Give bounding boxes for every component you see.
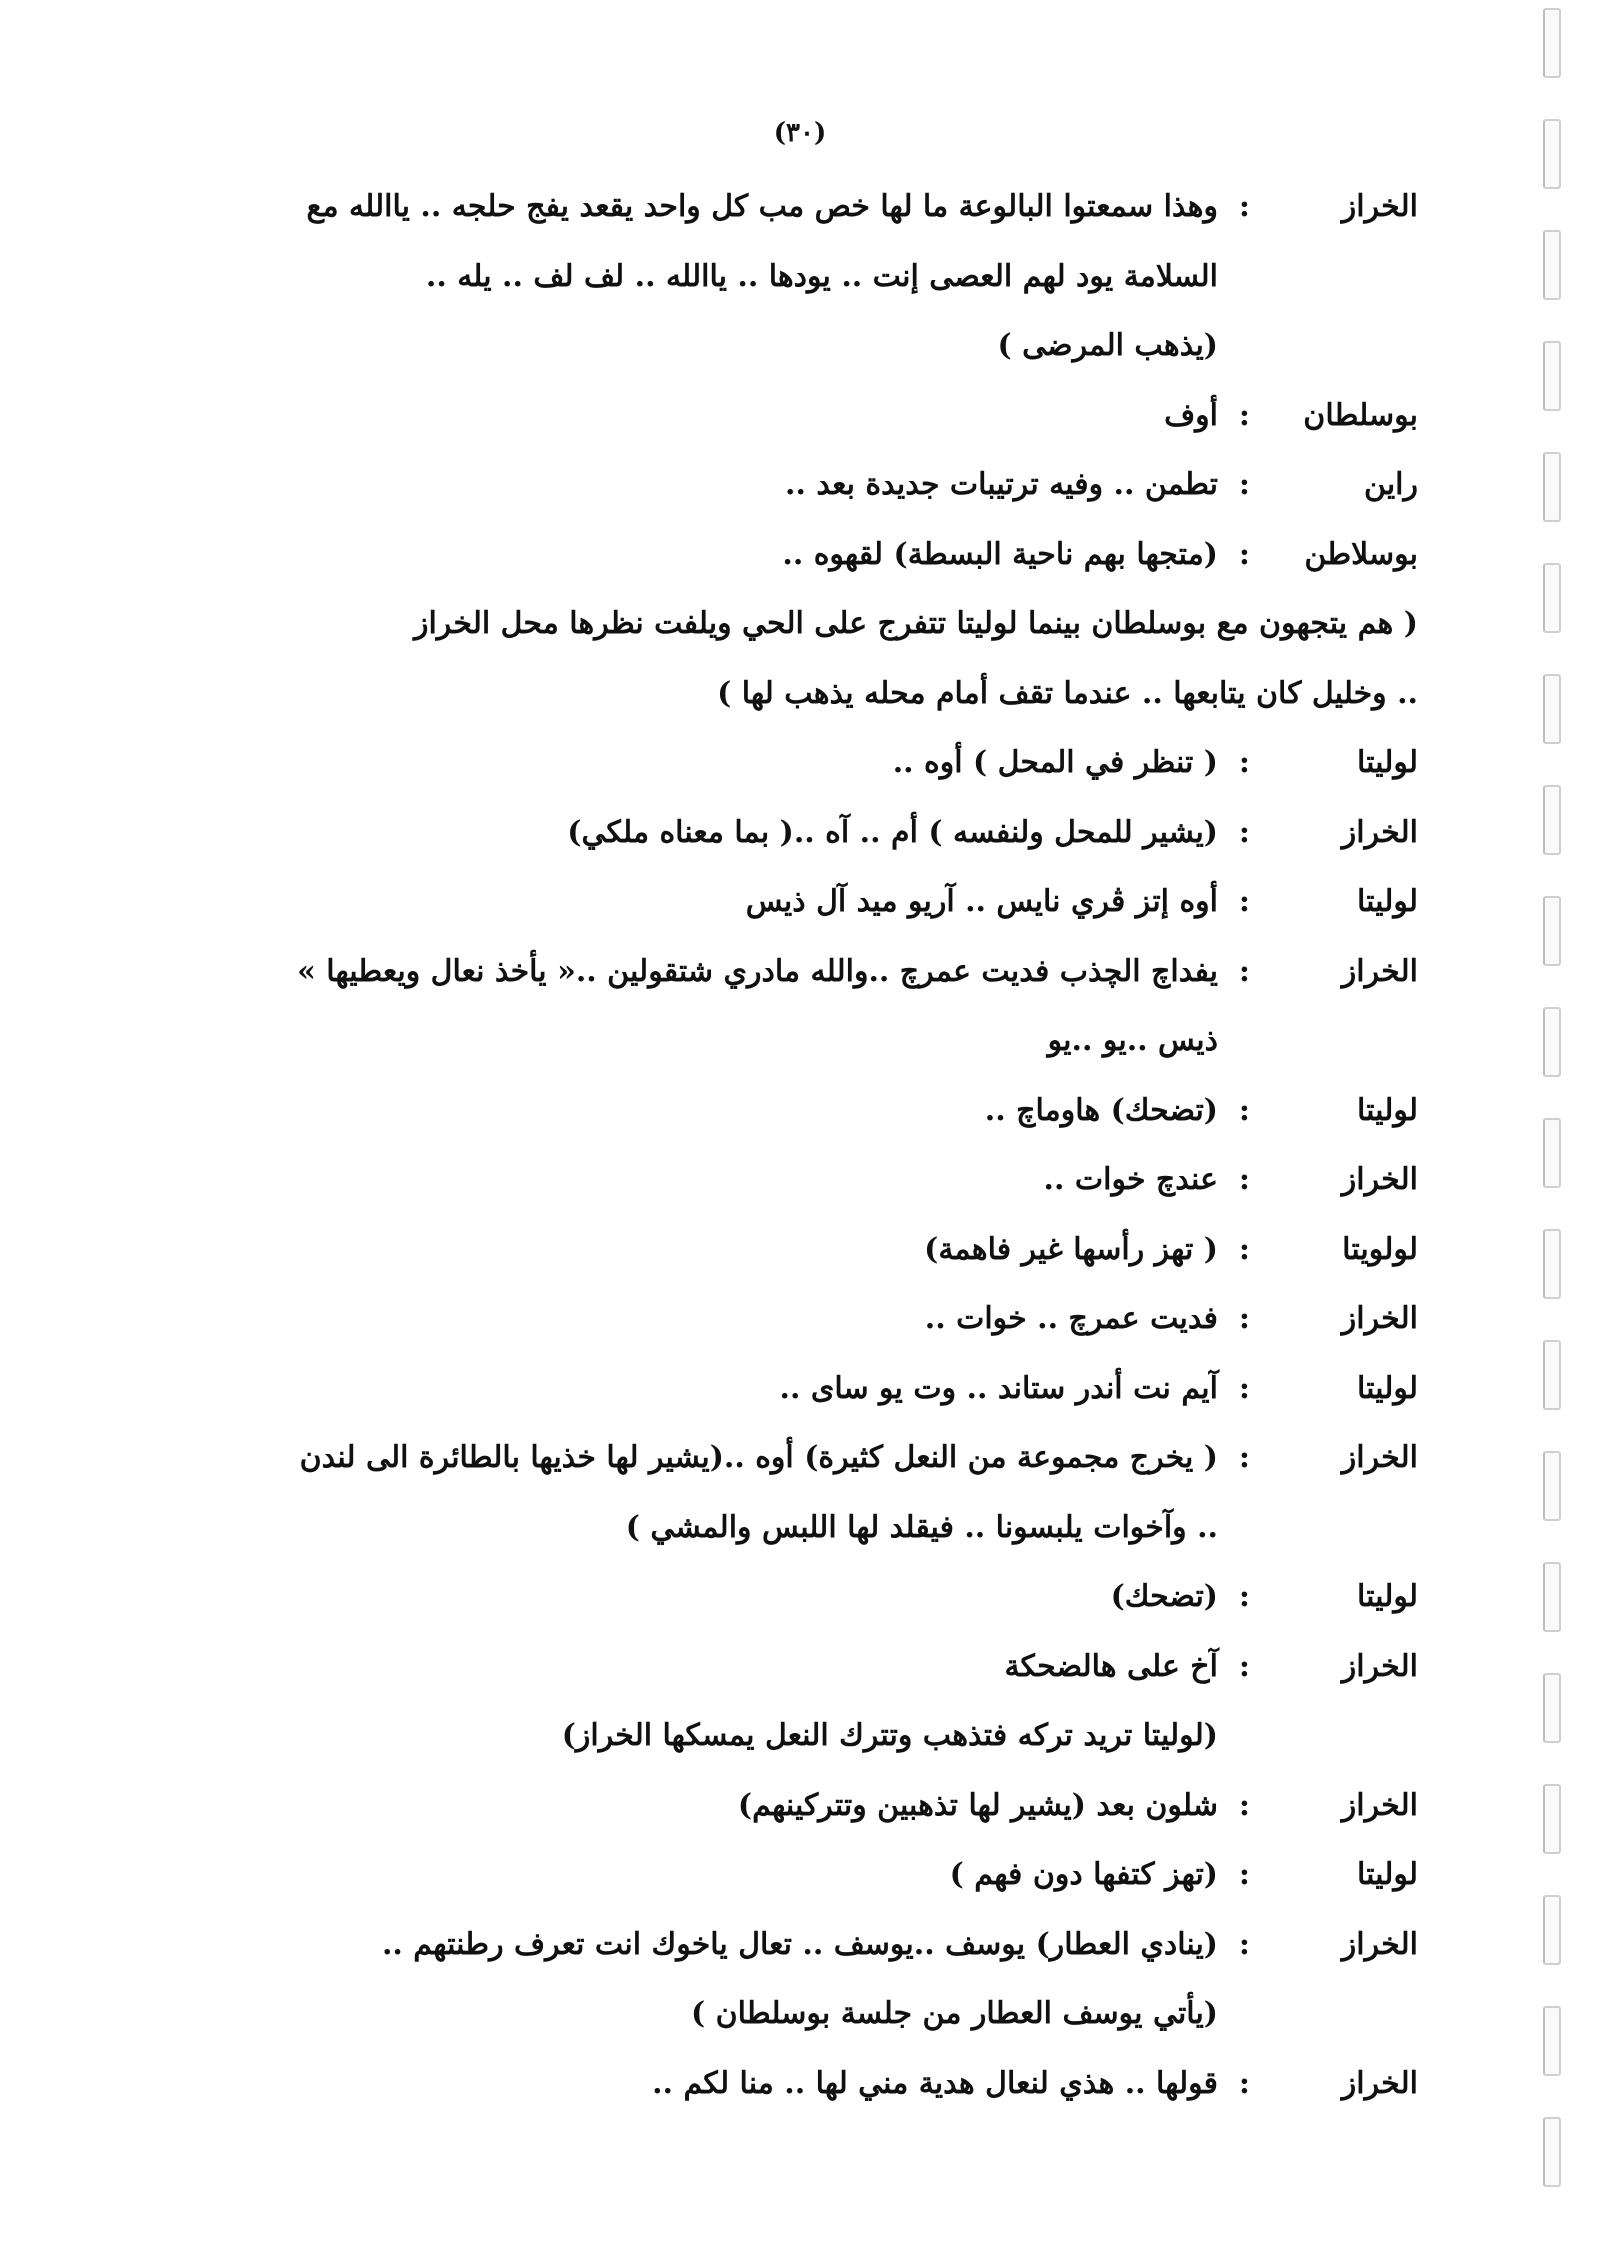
speaker-colon: :: [1238, 1579, 1250, 1614]
script-line: [228, 1423, 1418, 1493]
script-line: [228, 1145, 1418, 1215]
speaker-colon: :: [1238, 1162, 1250, 1197]
script-line: [228, 1979, 1418, 2049]
page-number: (٣٠): [773, 118, 827, 148]
speaker-name: لوليتا: [1356, 1092, 1418, 1128]
stage-direction: (يذهب المرضى ): [997, 328, 1218, 363]
binding-ring: [1543, 563, 1561, 633]
binding-ring: [1543, 230, 1561, 300]
binding-ring: [1543, 1895, 1561, 1965]
script-line: [228, 867, 1418, 937]
dialogue-text: أوف: [1164, 397, 1218, 433]
dialogue-text: ( تهز رأسها غير فاهمة): [924, 1231, 1218, 1267]
speaker-colon: :: [1238, 1440, 1250, 1475]
speaker-colon: :: [1238, 2065, 1250, 2101]
speaker-colon: :: [1238, 467, 1250, 502]
script-line: [228, 1701, 1418, 1771]
script-line: [228, 172, 1418, 242]
dialogue-text: آخ على هالضحكة: [1004, 1648, 1218, 1684]
binding-ring: [1543, 341, 1561, 411]
speaker-name: الخراز: [1341, 1440, 1418, 1475]
speaker-name: لوليتا: [1356, 1857, 1418, 1892]
script-line: [228, 381, 1418, 451]
binding-ring: [1543, 785, 1561, 855]
speaker-colon: :: [1238, 1926, 1250, 1962]
speaker-colon: :: [1238, 1231, 1250, 1267]
binding-ring: [1543, 1007, 1561, 1077]
speaker-name: بوسلطان: [1303, 397, 1418, 433]
script-line: [228, 1562, 1418, 1632]
speaker-name: لوليتا: [1356, 1370, 1418, 1406]
dialogue-text: شلون بعد (يشير لها تذهبين وتتركينهم): [737, 1787, 1218, 1823]
script-line: [228, 520, 1418, 590]
script-line: [228, 1215, 1418, 1285]
binding-ring: [1543, 1118, 1561, 1188]
speaker-colon: :: [1238, 1370, 1250, 1406]
speaker-name: الخراز: [1341, 1301, 1418, 1336]
binding-ring: [1543, 2117, 1561, 2187]
binding-ring: [1543, 896, 1561, 966]
script-line: [228, 1493, 1418, 1563]
script-line: [228, 311, 1418, 381]
script-line: [228, 798, 1418, 868]
script-line: [228, 242, 1418, 312]
speaker-colon: :: [1238, 884, 1250, 919]
speaker-name: لوليتا: [1356, 1579, 1418, 1614]
script-line: [228, 2049, 1418, 2119]
speaker-name: الخراز: [1341, 189, 1418, 224]
speaker-name: الخراز: [1341, 1926, 1418, 1962]
stage-direction: .. وآخوات يلبسونا .. فيقلد لها اللبس والمشي ): [625, 1509, 1218, 1545]
script-line: [228, 659, 1418, 729]
speaker-name: الخراز: [1341, 1648, 1418, 1684]
script-line: [228, 728, 1418, 798]
script-line: [228, 1632, 1418, 1702]
stage-direction: (لوليتا تريد تركه فتذهب وتترك النعل يمسكها الخراز): [561, 1718, 1218, 1753]
dialogue-text: (ينادي العطار) يوسف ..يوسف .. تعال ياخوك انت تعرف رطنتهم ..: [381, 1926, 1218, 1962]
dialogue-text: عندچ خوات ..: [1043, 1162, 1218, 1197]
stage-direction: (يأتي يوسف العطار من جلسة بوسلطان ): [690, 1996, 1218, 2031]
speaker-name: الخراز: [1341, 1787, 1418, 1823]
dialogue-text: (يشير للمحل ولنفسه ) أم .. آه ..( بما معناه ملكي): [567, 814, 1218, 850]
script-line: [228, 1840, 1418, 1910]
script-line: [228, 450, 1418, 520]
binding-ring: [1543, 1229, 1561, 1299]
speaker-name: الخراز: [1341, 1162, 1418, 1197]
speaker-colon: :: [1238, 953, 1250, 989]
script-body: [228, 172, 1418, 2118]
dialogue-text: (تهز كتفها دون فهم ): [949, 1857, 1218, 1892]
stage-direction: ذيس ..يو ..يو: [1047, 1023, 1218, 1058]
speaker-colon: :: [1238, 1301, 1250, 1336]
binding-ring: [1543, 119, 1561, 189]
binding-ring: [1543, 1562, 1561, 1632]
speaker-name: الخراز: [1341, 2065, 1418, 2101]
dialogue-text: (تضحك) هاوماچ ..: [984, 1092, 1218, 1128]
speaker-name: راين: [1363, 467, 1418, 502]
dialogue-text: قولها .. هذي لنعال هدية مني لها .. منا لكم ..: [652, 2065, 1218, 2101]
dialogue-text: يفداچ الچذب فديت عمرچ ..والله مادري شتقولين ..« يأخذ نعال ويعطيها »: [297, 953, 1218, 989]
dialogue-text: (متجها بهم ناحية البسطة) لقهوه ..: [782, 536, 1218, 572]
speaker-colon: :: [1238, 814, 1250, 850]
script-line: [228, 1771, 1418, 1841]
dialogue-text: ( يخرج مجموعة من النعل كثيرة) أوه ..(يشير لها خذيها بالطائرة الى لندن: [299, 1440, 1218, 1475]
binding-ring: [1543, 1451, 1561, 1521]
binding-ring: [1543, 452, 1561, 522]
speaker-name: الخراز: [1341, 953, 1418, 989]
speaker-colon: :: [1238, 1787, 1250, 1823]
speaker-colon: :: [1238, 189, 1250, 224]
dialogue-text: فديت عمرچ .. خوات ..: [924, 1301, 1218, 1336]
binding-ring: [1543, 1673, 1561, 1743]
speaker-name: لوليتا: [1356, 745, 1418, 780]
dialogue-text: تطمن .. وفيه ترتيبات جديدة بعد ..: [785, 467, 1218, 502]
script-line: [228, 1076, 1418, 1146]
speaker-name: لولويتا: [1342, 1231, 1418, 1267]
script-line: [228, 1284, 1418, 1354]
dialogue-text: وهذا سمعتوا البالوعة ما لها خص مب كل واحد يقعد يفج حلجه .. ياالله مع: [306, 189, 1218, 224]
script-line: [228, 1354, 1418, 1424]
binding-ring: [1543, 8, 1561, 78]
stage-direction: ( هم يتجهون مع بوسلطان بينما لوليتا تتفرج على الحي ويلفت نظرها محل الخراز: [413, 606, 1418, 641]
speaker-name: الخراز: [1341, 814, 1418, 850]
speaker-colon: :: [1238, 397, 1250, 433]
script-line: [228, 937, 1418, 1007]
script-line: [228, 1006, 1418, 1076]
stage-direction: .. وخليل كان يتابعها .. عندما تقف أمام محله يذهب لها ): [717, 675, 1418, 711]
dialogue-text: (تضحك): [1110, 1579, 1218, 1614]
binding-ring: [1543, 2006, 1561, 2076]
dialogue-text: أوه إتز ڤري نايس .. آريو ميد آل ذيس: [745, 884, 1218, 919]
binding-ring: [1543, 674, 1561, 744]
binding-ring: [1543, 1784, 1561, 1854]
speaker-name: بوسلاطن: [1304, 536, 1418, 572]
speaker-colon: :: [1238, 536, 1250, 572]
dialogue-text: ( تنظر في المحل ) أوه ..: [892, 745, 1218, 780]
binding-ring: [1543, 1340, 1561, 1410]
dialogue-text: آيم نت أندر ستاند .. وت يو ساى ..: [779, 1370, 1218, 1406]
script-line: [228, 1910, 1418, 1980]
speaker-colon: :: [1238, 745, 1250, 780]
speaker-colon: :: [1238, 1092, 1250, 1128]
speaker-colon: :: [1238, 1857, 1250, 1892]
speaker-colon: :: [1238, 1648, 1250, 1684]
speaker-name: لوليتا: [1356, 884, 1418, 919]
script-line: [228, 589, 1418, 659]
stage-direction: السلامة يود لهم العصى إنت .. يودها .. ياالله .. لف لف .. يله ..: [425, 258, 1218, 294]
